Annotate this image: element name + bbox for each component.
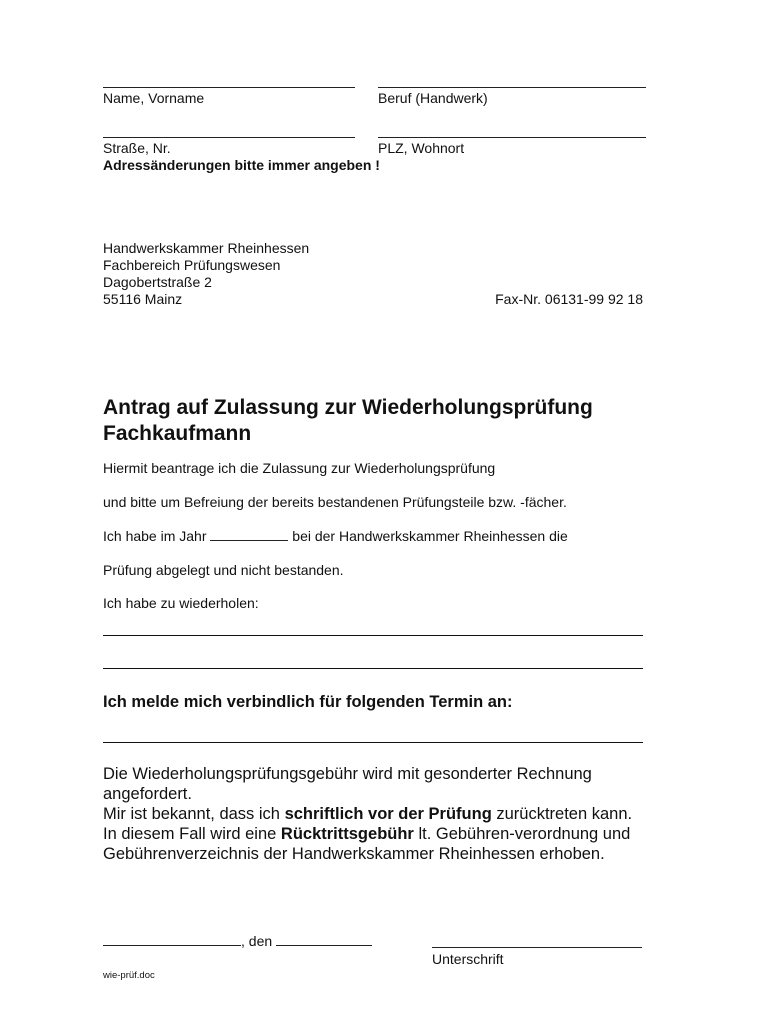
place-field[interactable] bbox=[103, 933, 241, 946]
strasse-label: Straße, Nr. bbox=[103, 140, 171, 156]
body-paragraph-3 bbox=[103, 528, 568, 545]
place-date-line bbox=[103, 933, 372, 950]
year-sentence-start: Ich habe im Jahr bbox=[103, 528, 207, 544]
year-field[interactable] bbox=[210, 528, 288, 541]
beruf-label: Beruf (Handwerk) bbox=[378, 90, 488, 106]
termin-heading: Ich melde mich verbindlich für folgenden Termin an: bbox=[103, 693, 513, 711]
date-field[interactable] bbox=[276, 933, 372, 946]
fee-text-c: lt. Gebühren-verordnung und Gebührenverzeichnis der Handwerkskammer Rheinhessen erhoben. bbox=[103, 825, 631, 863]
den-label: , den bbox=[241, 933, 273, 949]
unterschrift-label: Unterschrift bbox=[432, 951, 504, 967]
address-change-note: Adressänderungen bitte immer angeben ! bbox=[103, 157, 380, 173]
body-paragraph-4: Prüfung abgelegt und nicht bestanden. bbox=[103, 562, 344, 578]
fee-text-b: zurücktreten kann. In diesem Fall wird eine bbox=[103, 805, 633, 843]
signature-line[interactable] bbox=[432, 947, 642, 948]
name-field-line[interactable] bbox=[103, 87, 355, 88]
year-sentence-end: bei der Handwerkskammer Rheinhessen die bbox=[292, 528, 568, 544]
beruf-field-line[interactable] bbox=[378, 87, 646, 88]
recipient-line-2: Fachbereich Prüfungswesen bbox=[103, 257, 281, 273]
termin-line[interactable] bbox=[103, 742, 643, 743]
recipient-line-4: 55116 Mainz bbox=[103, 291, 183, 307]
plz-field-line[interactable] bbox=[378, 137, 646, 138]
body-paragraph-1: Hiermit beantrage ich die Zulassung zur Wiederholungsprüfung bbox=[103, 460, 496, 476]
strasse-field-line[interactable] bbox=[103, 137, 355, 138]
fee-sentence-2 bbox=[103, 804, 648, 864]
plz-label: PLZ, Wohnort bbox=[378, 140, 465, 156]
recipient-line-1: Handwerkskammer Rheinhessen bbox=[103, 240, 310, 256]
fee-bold-ruecktritt: Rücktrittsgebühr bbox=[280, 825, 414, 843]
name-label: Name, Vorname bbox=[103, 90, 205, 106]
wiederholen-line-2[interactable] bbox=[103, 668, 643, 669]
body-paragraph-5: Ich habe zu wiederholen: bbox=[103, 595, 259, 611]
wiederholen-line-1[interactable] bbox=[103, 635, 643, 636]
fax-number: Fax-Nr. 06131-99 92 18 bbox=[495, 291, 643, 307]
fee-text-a: Mir ist bekannt, dass ich bbox=[103, 805, 285, 823]
recipient-line-3: Dagobertstraße 2 bbox=[103, 274, 212, 290]
fee-bold-schriftlich: schriftlich vor der Prüfung bbox=[284, 805, 492, 823]
fee-paragraph bbox=[103, 764, 648, 864]
body-paragraph-2: und bitte um Befreiung der bereits bestandenen Prüfungsteile bzw. -fächer. bbox=[103, 494, 567, 510]
recipient-address bbox=[103, 240, 309, 308]
title-line-1: Antrag auf Zulassung zur Wiederholungsprüfung bbox=[103, 396, 593, 419]
fee-sentence-1: Die Wiederholungsprüfungsgebühr wird mit gesonderter Rechnung angefordert. bbox=[103, 765, 592, 803]
title-line-2: Fachkaufmann bbox=[103, 422, 252, 445]
footer-filename: wie-prüf.doc bbox=[103, 970, 155, 981]
page-title bbox=[103, 395, 663, 447]
